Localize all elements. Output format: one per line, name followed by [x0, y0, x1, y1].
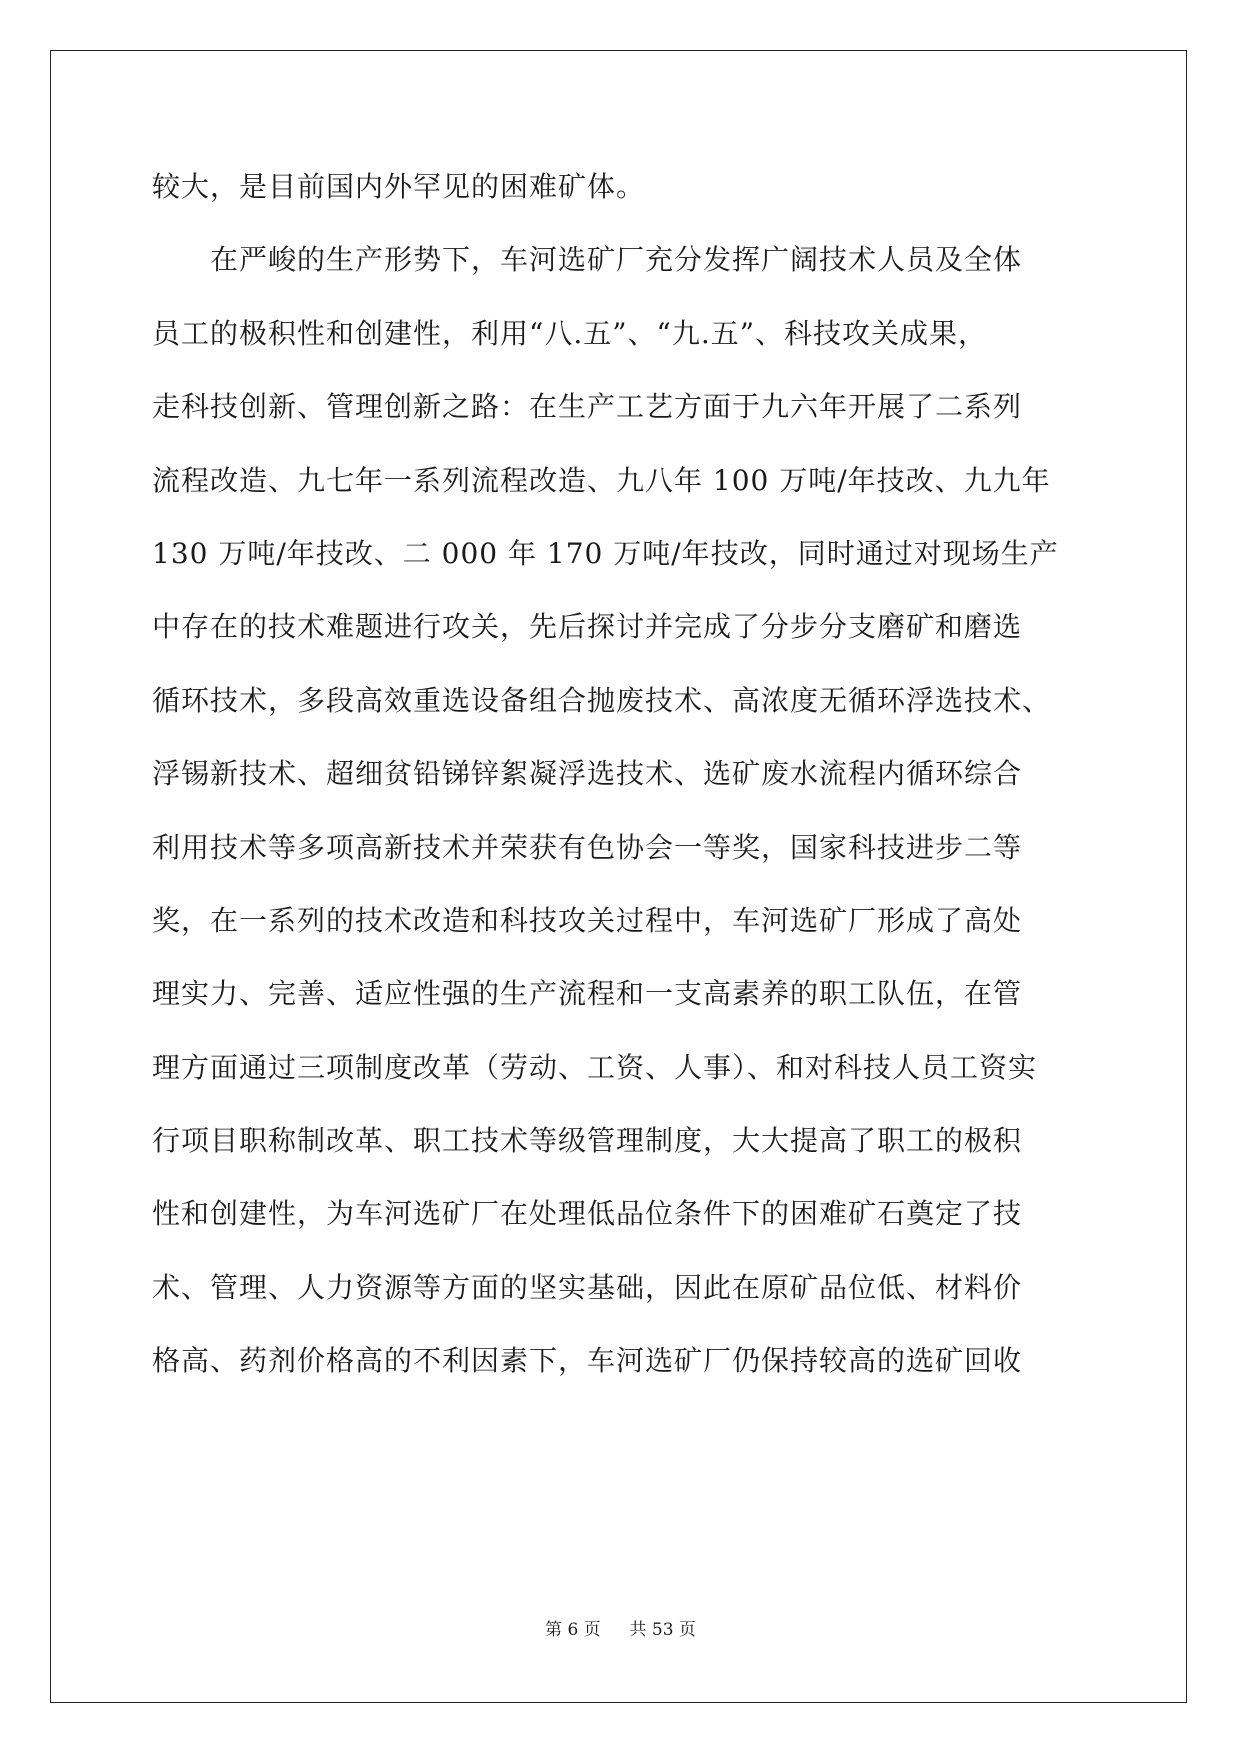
page-number-current: 第 6 页 — [545, 1620, 601, 1640]
text-line: 术、管理、人力资源等方面的坚实基础，因此在原矿品位低、材料价 — [152, 1270, 1023, 1304]
text-line: 走科技创新、管理创新之路：在生产工艺方面于九六年开展了二系列 — [152, 390, 1023, 424]
text-line: 中存在的技术难题进行攻关，先后探讨并完成了分步分支磨矿和磨选 — [152, 610, 1023, 644]
document-body — [152, 158, 1092, 1406]
text-line: 较大，是目前国内外罕见的困难矿体。 — [152, 170, 646, 203]
text-line: 员工的极积性和创建性，利用“八.五”、“九.五”、科技攻关成果， — [152, 316, 988, 350]
text-line: 在严峻的生产形势下，车河选矿厂充分发挥广阔技术人员及全体 — [210, 243, 1023, 277]
text-line: 理实力、完善、适应性强的生产流程和一支高素养的职工队伍，在管 — [152, 977, 1023, 1011]
text-line: 浮锡新技术、超细贫铅锑锌絮凝浮选技术、选矿废水流程内循环综合 — [152, 757, 1023, 791]
page-footer — [0, 1618, 1241, 1642]
text-line: 利用技术等多项高新技术并荣获有色协会一等奖，国家科技进步二等 — [152, 830, 1023, 864]
text-line: 行项目职称制改革、职工技术等级管理制度，大大提高了职工的极积 — [152, 1124, 1023, 1158]
page-number-total: 共 53 页 — [629, 1620, 696, 1640]
text-line: 奖，在一系列的技术改造和科技攻关过程中，车河选矿厂形成了高处 — [152, 903, 1023, 937]
text-line: 流程改造、九七年一系列流程改造、九八年 100 万吨/年技改、九九年 — [152, 463, 1051, 497]
text-line: 格高、药剂价格高的不利因素下，车河选矿厂仍保持较高的选矿回收 — [152, 1344, 1023, 1378]
text-line: 130 万吨/年技改、二 000 年 170 万吨/年技改，同时通过对现场生产 — [152, 536, 1059, 570]
text-line: 循环技术，多段高效重选设备组合抛废技术、高浓度无循环浮选技术、 — [152, 683, 1052, 717]
text-line: 理方面通过三项制度改革（劳动、工资、人事）、和对科技人员工资实 — [152, 1050, 1038, 1084]
text-line: 性和创建性，为车河选矿厂在处理低品位条件下的困难矿石奠定了技 — [152, 1197, 1023, 1231]
